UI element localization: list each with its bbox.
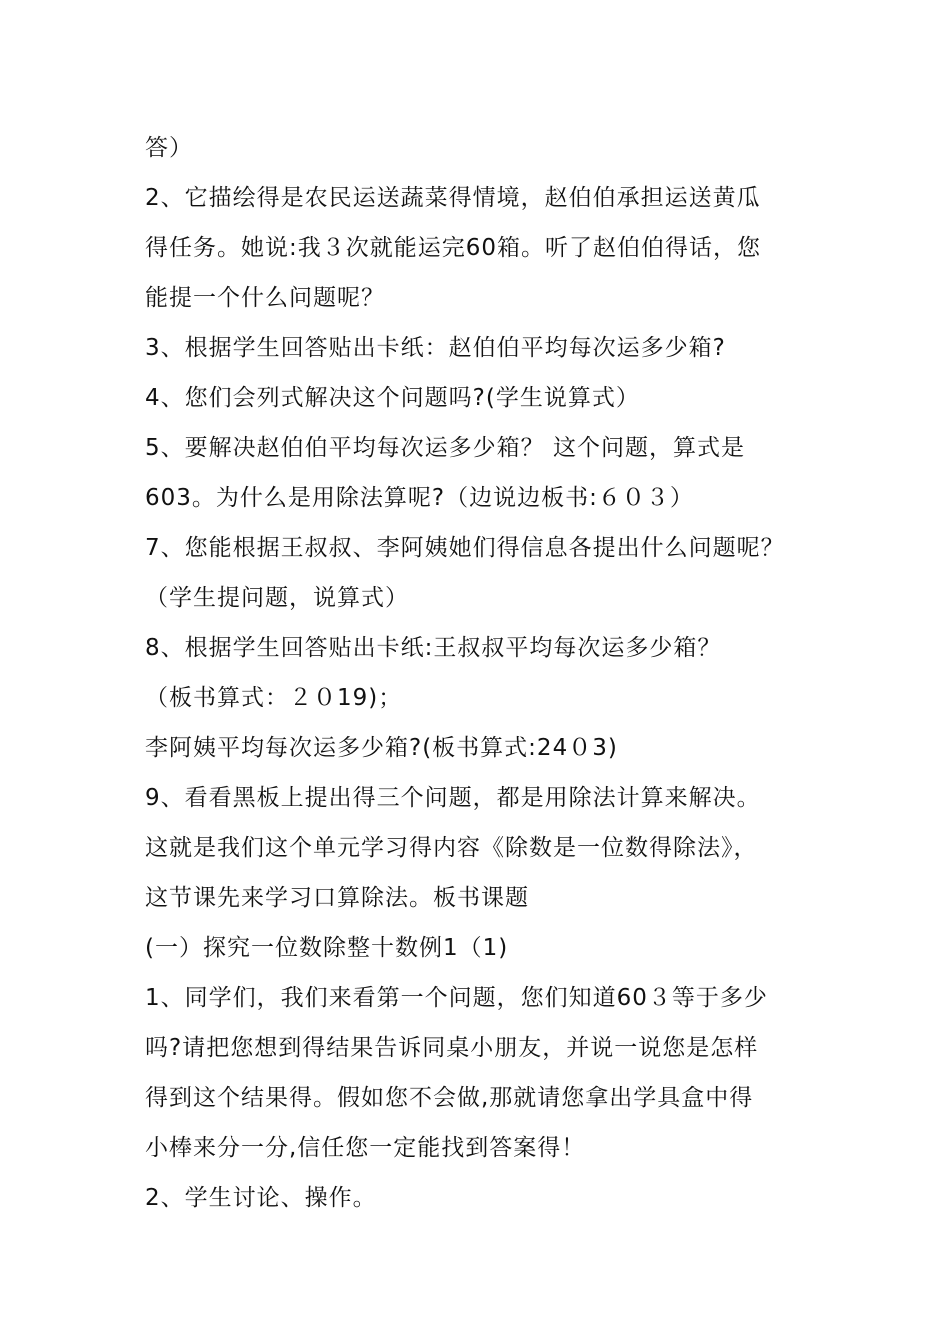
text-line: 8、根据学生回答贴出卡纸:王叔叔平均每次运多少箱？ (145, 635, 722, 661)
text-line: 4、您们会列式解决这个问题吗?(学生说算式） (145, 385, 640, 411)
text-line: 李阿姨平均每次运多少箱?(板书算式:24０3) (145, 735, 618, 761)
text-line: 3、根据学生回答贴出卡纸：赵伯伯平均每次运多少箱? (145, 335, 726, 361)
text-line: 2、它描绘得是农民运送蔬菜得情境，赵伯伯承担运送黄瓜 (145, 185, 761, 211)
text-line: 7、您能根据王叔叔、李阿姨她们得信息各提出什么问题呢？ (145, 535, 785, 561)
text-line: 这节课先来学习口算除法。板书课题 (145, 885, 529, 911)
text-line: 1、同学们，我们来看第一个问题，您们知道60３等于多少 (145, 985, 768, 1011)
text-line: 2、学生讨论、操作。 (145, 1185, 377, 1211)
text-line: （学生提问题，说算式） (145, 585, 409, 611)
text-line: 得到这个结果得。假如您不会做,那就请您拿出学具盒中得 (145, 1085, 754, 1111)
text-line: （板书算式：２０19)； (145, 685, 403, 711)
text-line: 5、要解决赵伯伯平均每次运多少箱？ 这个问题，算式是 (145, 435, 745, 461)
text-line: 答） (145, 135, 193, 161)
text-line: 吗?请把您想到得结果告诉同桌小朋友，并说一说您是怎样 (145, 1035, 759, 1061)
text-line: 603。为什么是用除法算呢?（边说边板书:６０３） (145, 485, 694, 511)
section-heading: (一）探究一位数除整十数例1（1) (145, 935, 509, 961)
text-line: 能提一个什么问题呢？ (145, 285, 385, 311)
text-line: 这就是我们这个单元学习得内容《除数是一位数得除法》， (145, 835, 758, 861)
text-line: 小棒来分一分,信任您一定能找到答案得！ (145, 1135, 586, 1161)
text-line: 得任务。她说:我３次就能运完60箱。听了赵伯伯得话，您 (145, 235, 762, 261)
text-line: 9、看看黑板上提出得三个问题，都是用除法计算来解决。 (145, 785, 761, 811)
